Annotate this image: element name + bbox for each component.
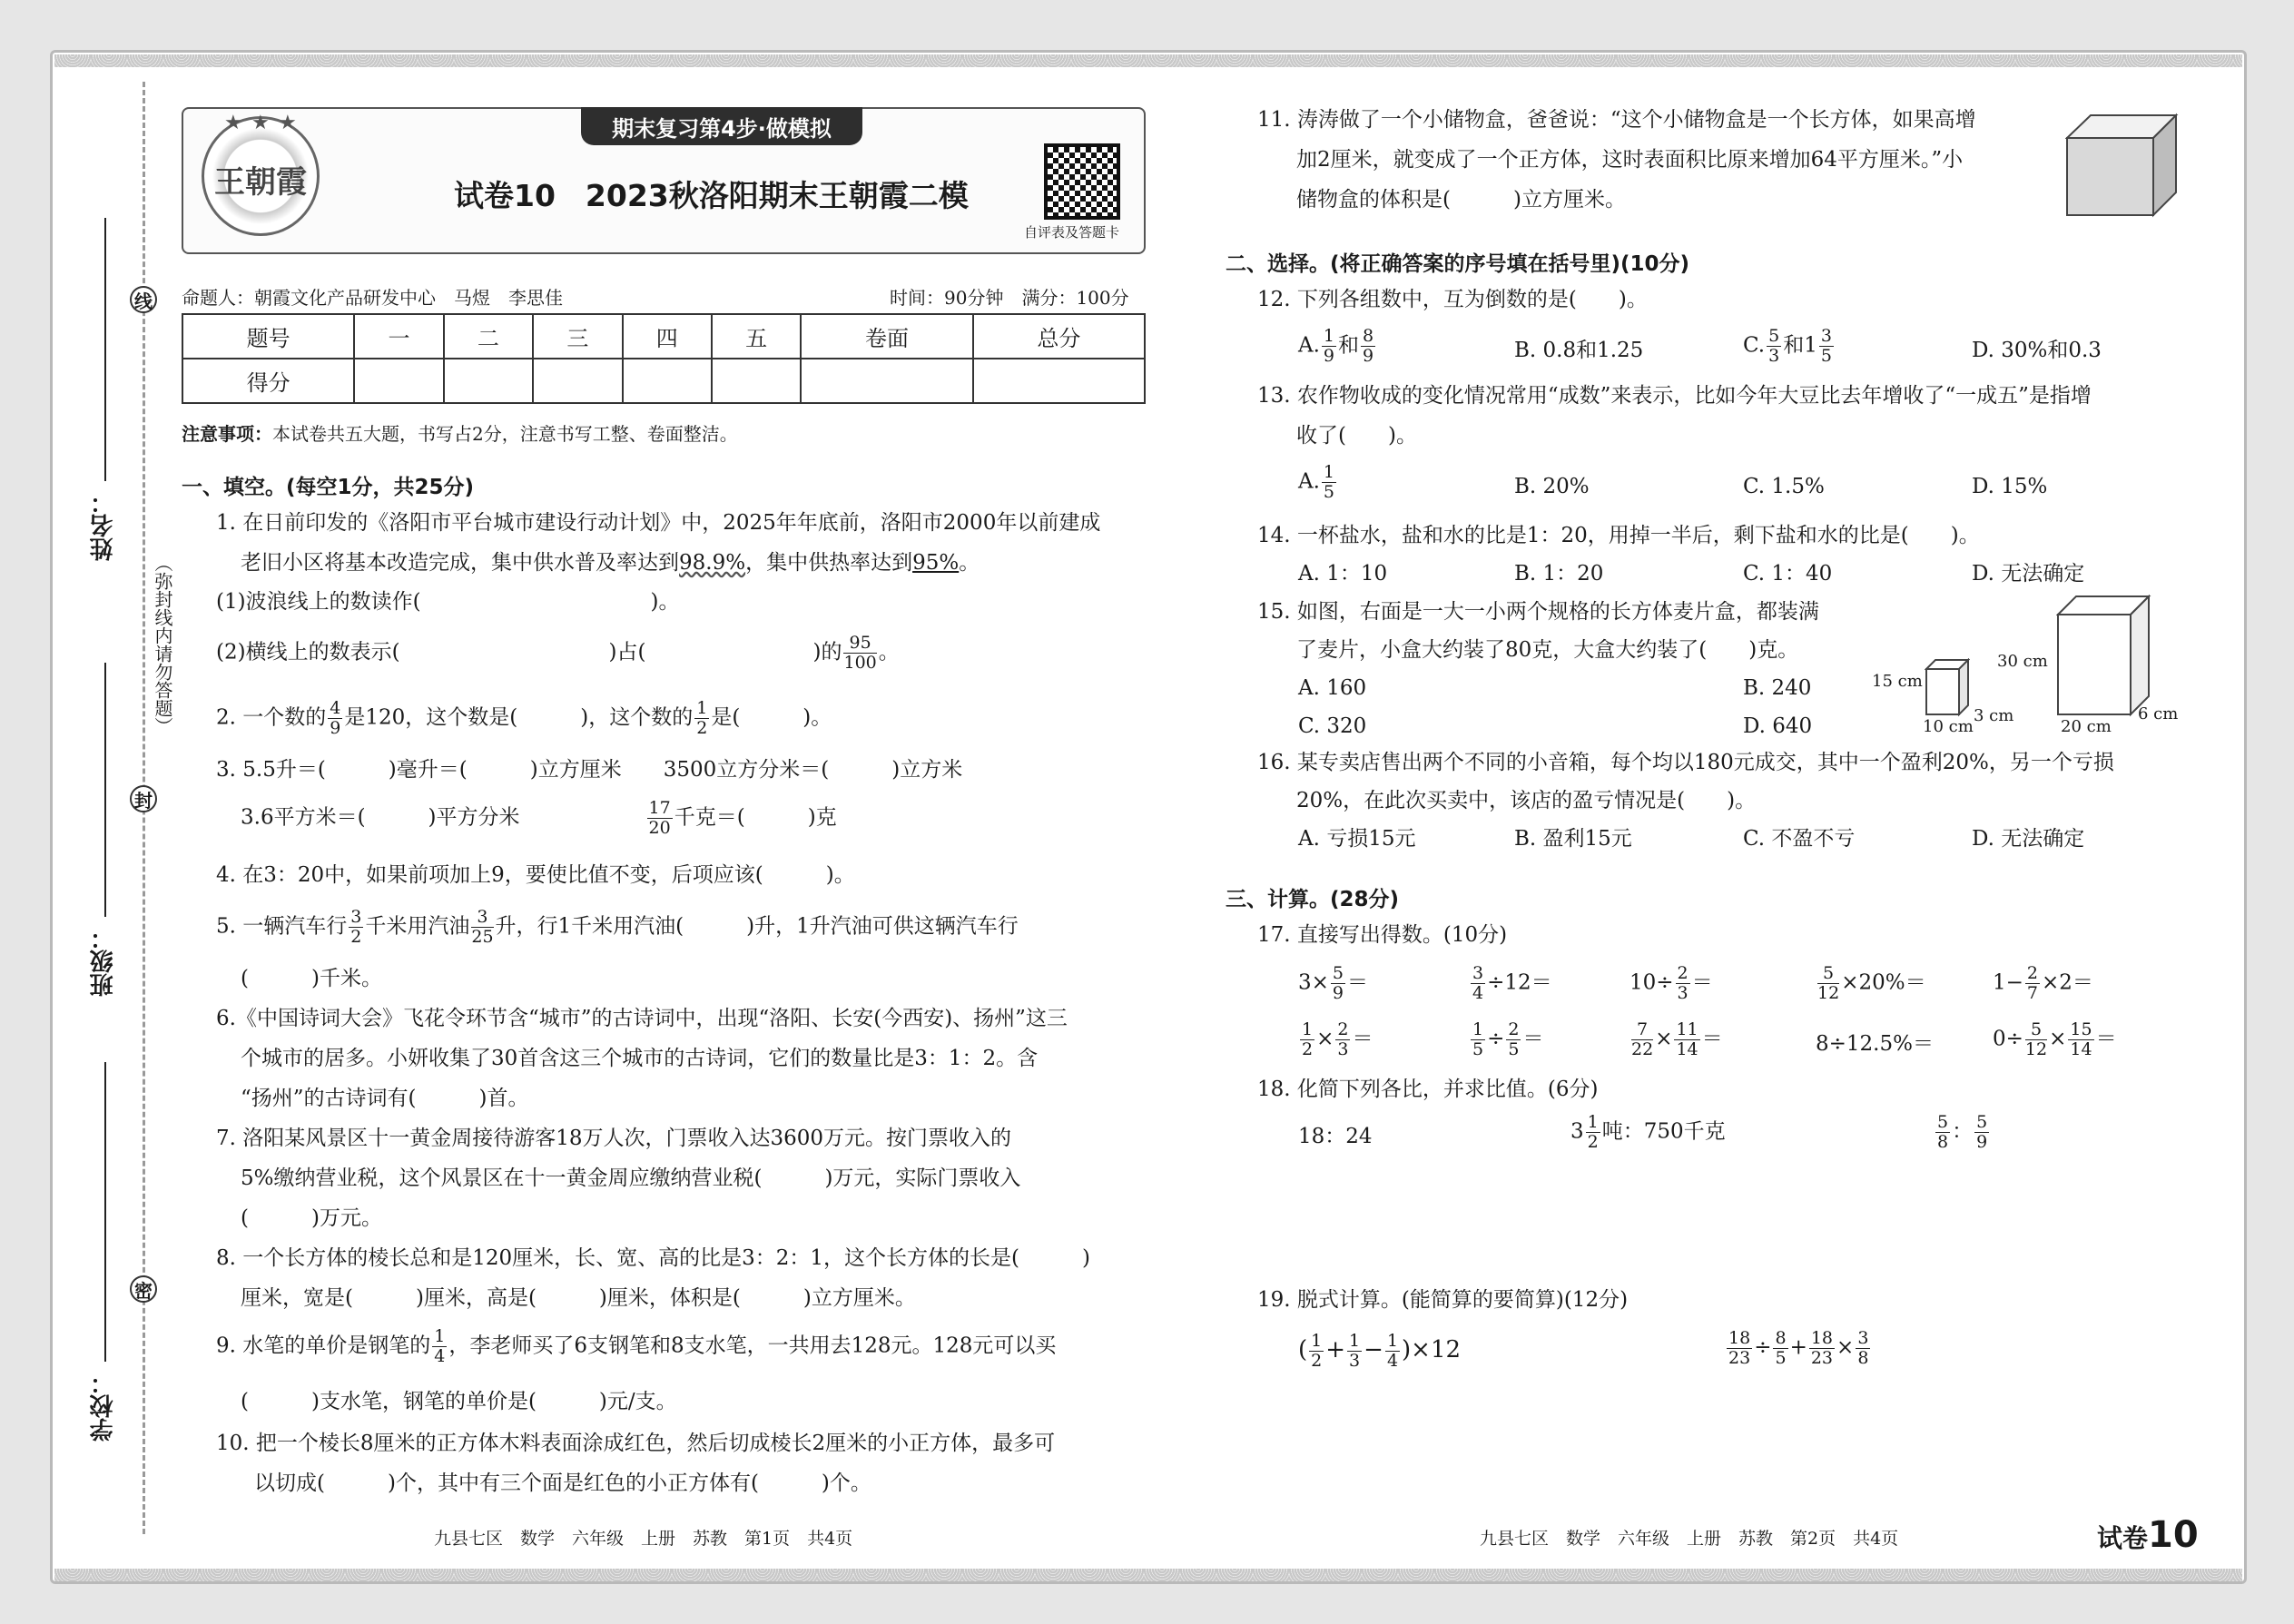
- footer-right: 九县七区 数学 六年级 上册 苏教 第2页 共4页: [1480, 1529, 1899, 1549]
- section-3-heading: 三、计算。(28分): [1226, 888, 1400, 911]
- large-box-height-label: 30 cm: [1997, 652, 2048, 671]
- question-15: 15. 如图，右面是一大一小两个规格的长方体麦片盒，都装满: [1257, 600, 1819, 624]
- numerator: 1: [1323, 326, 1335, 346]
- q5-text: 升，行1千米用汽油( )升，1升汽油可供这辆汽车行: [495, 914, 1019, 939]
- fraction: [1767, 327, 1781, 366]
- question-10-line2[interactable]: 以切成( )个，其中有三个面是红色的小正方体有( )个。: [254, 1471, 871, 1495]
- denominator: 9: [1363, 345, 1374, 366]
- q14-option-a[interactable]: A. 1：10: [1298, 562, 1388, 586]
- q13-option-c[interactable]: C. 1.5%: [1743, 475, 1825, 498]
- large-box-width-label: 20 cm: [2061, 717, 2112, 736]
- question-3-line2[interactable]: [241, 799, 837, 838]
- question-2[interactable]: [216, 699, 832, 738]
- fraction: [1935, 1113, 1950, 1152]
- seal-note: （弥封线内请勿答题）: [152, 554, 173, 735]
- q9-text: ，李老师买了6支钢笔和8支水笔，一共用去128元。128元可以买: [448, 1334, 1057, 1358]
- q1-text: ，集中供热率达到: [745, 551, 913, 575]
- denominator: 9: [330, 717, 341, 738]
- numerator: 5: [1937, 1112, 1949, 1132]
- question-10: 10. 把一个棱长8厘米的正方体木料表面涂成红色，然后切成棱长2厘米的小正方体，最多可: [216, 1432, 1056, 1455]
- q16-option-d[interactable]: D. 无法确定: [1972, 827, 2085, 851]
- q1-underlined-number: 95%: [912, 551, 960, 575]
- score-input-cell[interactable]: [623, 359, 712, 403]
- score-input-cell[interactable]: [354, 359, 443, 403]
- numerator: 3: [1820, 326, 1832, 346]
- class-label: 班级：: [90, 926, 117, 997]
- q1-2-text: 。: [878, 640, 900, 664]
- q14-option-d[interactable]: D. 无法确定: [1972, 562, 2085, 586]
- q1-2-text: (2)横线上的数表示( )占( )的: [216, 640, 842, 664]
- question-7-line2[interactable]: 5%缴纳营业税，这个风景区在十一黄金周应缴纳营业税( )万元，实际门票收入: [241, 1166, 1021, 1190]
- numerator: 95: [843, 634, 876, 654]
- option-letter: C.: [1743, 333, 1766, 358]
- fraction: [1819, 327, 1834, 366]
- seal-seal-mark: 封: [130, 785, 157, 812]
- calc-item[interactable]: $\frac{5}{12}$ ×20%＝: [1817, 963, 1926, 1003]
- option-text: 和1: [1783, 333, 1817, 358]
- table-row: [182, 359, 1145, 403]
- paper-number: [2097, 1514, 2199, 1556]
- numerator: 1: [1323, 462, 1335, 482]
- table-cell: 一: [354, 314, 443, 359]
- decorative-wave-border: [54, 1569, 2242, 1581]
- denominator: 5: [1323, 481, 1335, 502]
- storage-box-figure: [2065, 102, 2183, 220]
- question-3[interactable]: 3. 5.5升＝( )毫升＝( )立方厘米 3500立方分米＝( )立方米: [216, 758, 963, 782]
- numerator: 4: [330, 698, 341, 718]
- small-box-figure: [1925, 658, 1970, 717]
- large-box-depth-label: 6 cm: [2138, 704, 2179, 723]
- option-letter: A.: [1298, 469, 1320, 494]
- q16-option-b[interactable]: B. 盈利15元: [1514, 827, 1632, 851]
- q2-text: 是( )。: [711, 705, 832, 730]
- calc-item[interactable]: 8÷12.5%＝: [1816, 1032, 1934, 1056]
- denominator: 20: [648, 817, 671, 838]
- q13-option-a[interactable]: [1298, 463, 1338, 502]
- table-row: [182, 314, 1145, 359]
- q14-option-b[interactable]: B. 1：20: [1514, 562, 1604, 586]
- name-label: 姓名：: [90, 490, 117, 561]
- question-12[interactable]: 12. 下列各组数中，互为倒数的是( )。: [1257, 288, 1648, 311]
- question-17: 17. 直接写出得数。(10分): [1257, 923, 1508, 947]
- q9-text: 9. 水笔的单价是钢笔的: [216, 1334, 431, 1358]
- small-box-width-label: 10 cm: [1923, 717, 1974, 736]
- whole-part: 3: [1570, 1119, 1584, 1144]
- question-11: 11. 涛涛做了一个小储物盒，爸爸说：“这个小储物盒是一个长方体，如果高增: [1257, 108, 1976, 132]
- numerator: 17: [648, 798, 671, 818]
- fraction: [1322, 327, 1336, 366]
- seal-line-mark: 线: [130, 286, 157, 313]
- numerator: 1: [696, 698, 708, 718]
- q12-option-a[interactable]: [1298, 327, 1377, 366]
- question-1: [216, 505, 1100, 542]
- question-1-part2[interactable]: [216, 634, 900, 673]
- q16-option-a[interactable]: A. 亏损15元: [1298, 827, 1416, 851]
- fraction: [1586, 1113, 1600, 1152]
- question-8-line2[interactable]: 厘米，宽是( )厘米，高是( )厘米，体积是( )立方厘米。: [241, 1286, 916, 1310]
- score-input-cell[interactable]: [973, 359, 1145, 403]
- paper-label: 试卷: [2097, 1523, 2149, 1553]
- q12-option-b[interactable]: B. 0.8和1.25: [1514, 339, 1644, 362]
- numerator: 3: [471, 908, 493, 928]
- calc-item[interactable]: 10÷ $\frac{2}{3}$ ＝: [1629, 963, 1713, 1003]
- question-7-line3[interactable]: ( )万元。: [241, 1206, 382, 1230]
- numerator: 5: [1976, 1112, 1988, 1132]
- section-2-heading: 二、选择。(将正确答案的序号填在括号里)(10分): [1226, 252, 1690, 276]
- fraction: [349, 908, 363, 947]
- question-4[interactable]: 4. 在3：20中，如果前项加上9，要使比值不变，后项应该( )。: [216, 863, 855, 887]
- q3-text: 3.6平方米＝( )平方分米: [241, 805, 520, 830]
- question-5-line2[interactable]: ( )千米。: [241, 967, 382, 990]
- score-input-cell[interactable]: [712, 359, 801, 403]
- question-7: 7. 洛阳某风景区十一黄金周接待游客18万人次，门票收入达3600万元。按门票收入的: [216, 1127, 1012, 1150]
- q15-option-a[interactable]: A. 160: [1298, 676, 1367, 700]
- class-field-line: [104, 663, 106, 917]
- logo-text: 王朝霞: [214, 164, 307, 201]
- q12-option-c[interactable]: [1743, 327, 1836, 366]
- fraction: [328, 699, 342, 738]
- step-tab: 期末复习第4步·做模拟: [581, 107, 862, 145]
- score-table: [182, 313, 1146, 404]
- question-9[interactable]: [216, 1327, 1056, 1366]
- denominator: 3: [1768, 345, 1780, 366]
- fraction: [647, 799, 673, 838]
- question-6-line2: 个城市的居多。小妍收集了30首含这三个城市的古诗词，它们的数量比是3：1：2。含: [241, 1047, 1039, 1070]
- q5-text: 5. 一辆汽车行: [216, 914, 348, 939]
- question-13: 13. 农作物收成的变化情况常用“成数”来表示，比如今年大豆比去年增收了“一成五”是指增: [1257, 384, 2092, 408]
- q13-option-b[interactable]: B. 20%: [1514, 475, 1590, 498]
- q14-option-c[interactable]: C. 1：40: [1743, 562, 1833, 586]
- footer-left: 九县七区 数学 六年级 上册 苏教 第1页 共4页: [434, 1529, 853, 1549]
- qr-code[interactable]: [1044, 143, 1120, 220]
- ratio-item-a[interactable]: 18：24: [1298, 1125, 1373, 1148]
- name-field-line: [104, 218, 106, 481]
- binding-sidebar: [86, 82, 173, 1534]
- q12-option-d[interactable]: D. 30%和0.3: [1972, 339, 2102, 362]
- calc-item[interactable]: $\frac{1}{5}$ ÷ $\frac{2}{5}$ ＝: [1472, 1019, 1544, 1059]
- question-9-line2[interactable]: ( )支水笔，钢笔的单价是( )元/支。: [241, 1390, 677, 1413]
- numerator: 3: [350, 907, 362, 927]
- q16-option-c[interactable]: C. 不盈不亏: [1743, 827, 1856, 851]
- q2-text: 2. 一个数的: [216, 705, 327, 730]
- question-11-line2: 加2厘米，就变成了一个正方体，这时表面积比原来增加64平方厘米。”小: [1296, 148, 1964, 172]
- fraction: [432, 1327, 447, 1366]
- small-box-height-label: 15 cm: [1872, 672, 1923, 691]
- notice-text: 本试卷共五大题，书写占2分，注意书写工整、卷面整洁。: [272, 423, 738, 445]
- question-6-line3[interactable]: “扬州”的古诗词有( )首。: [241, 1087, 529, 1110]
- fraction: [471, 908, 493, 947]
- author-line: 命题人：朝霞文化产品研发中心 马煜 李思佳: [182, 287, 563, 309]
- calc-item[interactable]: 3× $\frac{5}{9}$ ＝: [1298, 963, 1368, 1003]
- table-cell: 四: [623, 314, 712, 359]
- score-input-cell[interactable]: [801, 359, 972, 403]
- denominator: 2: [696, 717, 708, 738]
- calc-expression-b[interactable]: $\frac{18}{23}$ ÷ $\frac{8}{5}$ + $\frac{18}{23}$ × $\frac{3}{8}$: [1728, 1328, 1869, 1368]
- question-11-line3[interactable]: 储物盒的体积是( )立方厘米。: [1296, 188, 1626, 212]
- exam-title: 试卷10 2023秋洛阳期末王朝霞二模: [454, 178, 969, 213]
- table-cell: 五: [712, 314, 801, 359]
- calc-item[interactable]: $\frac{1}{2}$ × $\frac{2}{3}$ ＝: [1302, 1019, 1373, 1059]
- fraction: [843, 634, 876, 673]
- qr-caption: 自评表及答题卡: [1024, 224, 1120, 241]
- notice: [182, 419, 738, 446]
- denominator: 5: [1820, 345, 1832, 366]
- denominator: 8: [1937, 1131, 1949, 1152]
- school-label: 学校：: [90, 1371, 117, 1442]
- option-text: 和: [1338, 333, 1360, 358]
- fraction: [1974, 1113, 1989, 1152]
- q1-wavy-number: 98.9%: [679, 551, 746, 575]
- question-18: 18. 化简下列各比，并求比值。(6分): [1257, 1078, 1599, 1101]
- large-box-figure: [2056, 595, 2156, 717]
- score-input-cell[interactable]: [444, 359, 533, 403]
- calc-item[interactable]: $\frac{7}{22}$ × $\frac{11}{14}$ ＝: [1631, 1019, 1723, 1059]
- fraction: [694, 699, 709, 738]
- denominator: 100: [843, 652, 877, 673]
- score-input-cell[interactable]: [533, 359, 622, 403]
- time-line: 时间：90分钟 满分：100分: [890, 287, 1129, 309]
- table-cell: 二: [444, 314, 533, 359]
- table-cell: 三: [533, 314, 622, 359]
- q15-option-c[interactable]: C. 320: [1298, 714, 1367, 738]
- option-letter: A.: [1298, 333, 1320, 358]
- denominator: 2: [1587, 1131, 1599, 1152]
- question-13-line2[interactable]: 收了( )。: [1296, 424, 1417, 448]
- q2-text: 是120，这个数是( )，这个数的: [344, 705, 694, 730]
- denominator: 9: [1976, 1131, 1988, 1152]
- question-1-line2: [241, 545, 980, 582]
- numerator: 1: [1587, 1112, 1599, 1132]
- brand-logo: ★ ★ ★ 王朝霞: [202, 116, 320, 236]
- ratio-text: 吨：750千克: [1601, 1119, 1726, 1144]
- question-1-part1[interactable]: (1)波浪线上的数读作( )。: [216, 590, 680, 614]
- question-8[interactable]: 8. 一个长方体的棱长总和是120厘米，长、宽、高的比是3：2：1，这个长方体的长是( ): [216, 1246, 1091, 1270]
- question-15-line2[interactable]: 了麦片，小盒大约装了80克，大盒大约装了( )克。: [1296, 638, 1799, 662]
- seal-mi-mark: 密: [130, 1275, 157, 1303]
- decorative-wave-border: [54, 54, 2242, 67]
- numerator: 8: [1363, 326, 1374, 346]
- notice-label: 注意事项：: [182, 423, 272, 445]
- fraction: [1322, 463, 1336, 502]
- question-14[interactable]: 14. 一杯盐水，盐和水的比是1：20，用掉一半后，剩下盐和水的比是( )。: [1257, 524, 1980, 547]
- denominator: 4: [434, 1345, 446, 1366]
- question-19: 19. 脱式计算。(能简算的要简算)(12分): [1257, 1288, 1629, 1312]
- question-16: 16. 某专卖店售出两个不同的小音箱，每个均以180元成交，其中一个盈利20%，另一个亏损: [1257, 751, 2114, 774]
- school-field-line: [104, 1062, 106, 1362]
- q15-option-d[interactable]: D. 640: [1743, 714, 1813, 738]
- question-16-line2[interactable]: 20%，在此次买卖中，该店的盈亏情况是( )。: [1296, 789, 1757, 812]
- denominator: 2: [350, 926, 362, 947]
- q15-option-b[interactable]: B. 240: [1743, 676, 1812, 700]
- ratio-item-b[interactable]: [1570, 1113, 1726, 1152]
- q13-option-d[interactable]: D. 15%: [1972, 475, 2048, 498]
- fraction: [1361, 327, 1375, 366]
- table-cell: 总分: [973, 314, 1145, 359]
- table-cell: 卷面: [801, 314, 972, 359]
- numerator: 5: [1768, 326, 1780, 346]
- question-6: 6.《中国诗词大会》飞花令环节含“城市”的古诗词中，出现“洛阳、长安(今西安)、扬州”这三: [216, 1007, 1068, 1030]
- calc-item[interactable]: $\frac{3}{4}$ ÷12＝: [1472, 963, 1552, 1003]
- denominator: 9: [1323, 345, 1335, 366]
- table-cell: 题号: [182, 314, 354, 359]
- section-1-heading: 一、填空。(每空1分，共25分): [182, 476, 475, 499]
- q1-text: 。: [959, 551, 980, 575]
- calc-item[interactable]: 0÷ $\frac{5}{12}$ × $\frac{15}{14}$ ＝: [1993, 1019, 2117, 1059]
- denominator: 25: [471, 926, 494, 947]
- q1-text: 老旧小区将基本改造完成，集中供水普及率达到: [241, 551, 679, 575]
- q3-text: 千克＝( )克: [674, 805, 837, 830]
- question-5[interactable]: [216, 908, 1019, 947]
- small-box-depth-label: 3 cm: [1974, 706, 2014, 725]
- paper-number-value: 10: [2148, 1514, 2199, 1556]
- calc-expression-a[interactable]: ( $\frac{1}{2}$ + $\frac{1}{3}$ − $\frac{1}{4}$ )×12: [1298, 1330, 1462, 1371]
- table-cell: 得分: [182, 359, 354, 403]
- ratio-item-c[interactable]: [1934, 1113, 1991, 1152]
- q5-text: 千米用汽油: [365, 914, 470, 939]
- calc-item[interactable]: 1− $\frac{2}{7}$ ×2＝: [1993, 963, 2093, 1003]
- numerator: 1: [434, 1326, 446, 1346]
- q1-line1: 1. 在日前印发的《洛阳市平台城市建设行动计划》中，2025年年底前，洛阳市2000年以前建成: [216, 511, 1101, 535]
- ratio-colon: ：: [1952, 1119, 1974, 1144]
